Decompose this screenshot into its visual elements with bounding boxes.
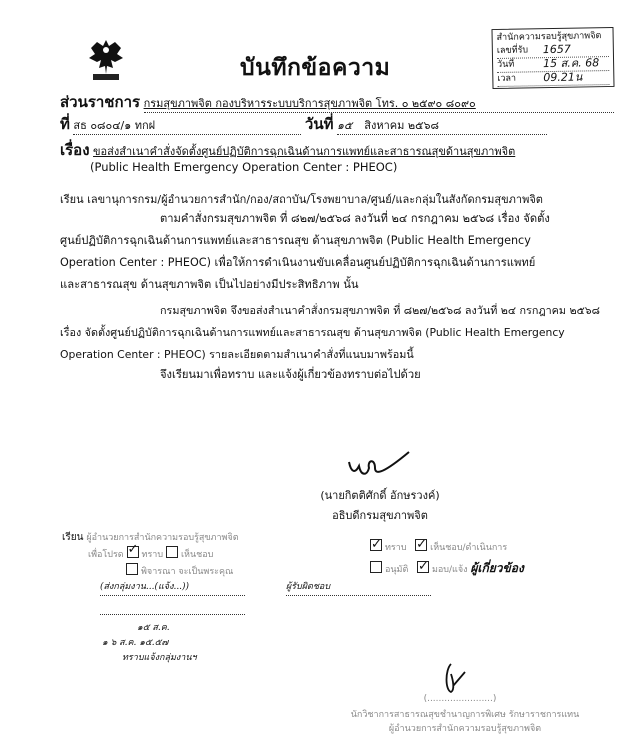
ref-line <box>60 112 547 136</box>
agency-line <box>60 90 614 114</box>
garuda-emblem-icon <box>85 36 127 82</box>
subject-value: ขอส่งสำเนาคำสั่งจัดตั้งศูนย์ปฏิบัติการฉุกเฉินด้านการแพทย์และสาธารณสุขด้านสุขภาพจิต <box>93 145 516 158</box>
stamp-no: 1657 <box>542 42 571 57</box>
left-handwriting-4: ๑ ๖ ส.ค. ๑๕.๕๗ <box>102 638 169 648</box>
to-value: เลขานุการกรม/ผู้อำนวยการสำนัก/กอง/สถาบัน/โรงพยาบาล/ศูนย์/และกลุ่มในสังกัดกรมสุขภาพจิต <box>87 193 543 206</box>
signer-name: (นายกิตติศักดิ์ อักษรวงค์) <box>320 489 440 502</box>
p2-line-3: Operation Center : PHEOC) รายละเอียดตามสำเนาคำสั่งที่แนบมาพร้อมนี้ <box>60 348 414 361</box>
subject-label: เรื่อง <box>60 141 90 159</box>
p2-line-2: เรื่อง จัดตั้งศูนย์ปฏิบัติการฉุกเฉินด้านการแพทย์และสาธารณสุข ด้านสุขภาพจิต (Public Health Emergency <box>60 326 565 339</box>
left-blank-line <box>100 614 245 615</box>
r-opt-authorize: อนุมัติ <box>385 565 409 575</box>
body-paragraph-1 <box>60 208 620 296</box>
stamp-time: 09.21น <box>543 70 583 85</box>
p1-line-2: ศูนย์ปฏิบัติการฉุกเฉินด้านการแพทย์และสาธารณสุข ด้านสุขภาพจิต (Public Health Emergency <box>60 234 531 247</box>
stamp-no-label: เลขที่รับ <box>496 45 529 56</box>
r-opt-ack: ทราบ <box>385 543 407 553</box>
stamp-time-label: เวลา <box>497 73 517 84</box>
right-routing-note <box>370 538 524 580</box>
stamp-date: 15 ส.ค. 68 <box>542 56 600 71</box>
p2-line-1: กรมสุขภาพจิต จึงขอส่งสำเนาคำสั่งกรมสุขภาพจิต ที่ ๘๒๗/๒๕๖๘ ลงวันที่ ๒๔ กรกฎาคม ๒๕๖๘ <box>160 304 600 317</box>
to-line <box>60 190 543 208</box>
subject-line2: (Public Health Emergency Operation Center : PHEOC) <box>90 160 398 174</box>
p1-line-3: Operation Center : PHEOC) เพื่อให้การดำเนินงานขับเคลื่อนศูนย์ปฏิบัติการฉุกเฉินด้านการแพทย์ <box>60 256 536 269</box>
agency-value: กรมสุขภาพจิต กองบริหารระบบบริการสุขภาพจิต โทร. ๐ ๒๕๙๐ ๘๐๙๐ <box>144 94 614 113</box>
stamp-date-label: วันที่ <box>497 59 515 70</box>
left-to-label: เรียน <box>62 532 84 543</box>
date-label: วันที่ <box>304 115 334 133</box>
ref-value: สธ ๐๘๐๔/๑ ทกฝ <box>73 116 301 135</box>
r-assignee-handwriting: ผู้เกี่ยวข้อง <box>470 561 524 575</box>
checkbox-approve[interactable] <box>166 546 178 558</box>
p1-line-4: และสาธารณสุข ด้านสุขภาพจิต เป็นไปอย่างมีประสิทธิภาพ นั้น <box>60 278 359 291</box>
r-signer-pos2: ผู้อำนวยการสำนักความรอบรู้สุขภาพจิต <box>388 724 542 734</box>
left-to: ผู้อำนวยการสำนักความรอบรู้สุขภาพจิต <box>86 533 239 543</box>
to-label: เรียน <box>60 193 84 206</box>
checkbox-consider[interactable] <box>126 563 138 575</box>
stamp-office: สำนักความรอบรู้สุขภาพจิต <box>496 31 602 43</box>
memo-title: บันทึกข้อความ <box>240 55 391 81</box>
left-purpose-label: เพื่อโปรด <box>88 550 124 560</box>
subject-line <box>60 138 515 162</box>
r-opt-assign: มอบ/แจ้ง <box>431 565 468 575</box>
p1-line-1: ตามคำสั่งกรมสุขภาพจิต ที่ ๘๒๗/๒๕๖๘ ลงวันที่ ๒๔ กรกฎาคม ๒๕๖๘ เรื่อง จัดตั้ง <box>160 212 550 225</box>
director-signature-icon <box>345 448 415 488</box>
signer-position: อธิบดีกรมสุขภาพจิต <box>332 509 428 522</box>
checkbox-ack[interactable] <box>127 546 139 558</box>
ref-label: ที่ <box>60 115 70 133</box>
opt-approve: เห็นชอบ <box>180 550 214 560</box>
opt-consider: พิจารณา จะเป็นพระคุณ <box>141 567 234 577</box>
agency-label: ส่วนราชการ <box>60 93 141 111</box>
receipt-stamp <box>491 27 614 89</box>
date-rest: สิงหาคม ๒๕๖๘ <box>364 119 439 132</box>
checkbox-r-ack[interactable] <box>370 539 382 551</box>
checkbox-r-assign[interactable] <box>417 561 429 573</box>
left-handwriting-1: (ส่งกลุ่มงาน...(แจ้ง...)) <box>100 580 245 596</box>
opt-ack: ทราบ <box>141 550 164 560</box>
checkbox-r-authorize[interactable] <box>370 561 382 573</box>
date-day: ๑๕ <box>336 119 353 132</box>
checkbox-r-approve[interactable] <box>415 539 427 551</box>
r-signer-pos1: นักวิชาการสาธารณสุขชำนาญการพิเศษ รักษาราชการแทน <box>350 710 580 720</box>
left-handwriting-5: ทราบแจ้งกลุ่มงานฯ <box>122 653 197 663</box>
body-paragraph-2 <box>60 300 620 366</box>
r-opt-approve: เห็นชอบ/ดำเนินการ <box>430 543 508 553</box>
r-signer-name: (.......................) <box>423 694 497 704</box>
left-handwriting-3: ๑๕ ส.ค. <box>137 623 170 633</box>
body-paragraph-3: จึงเรียนมาเพื่อทราบ และแจ้งผู้เกี่ยวข้องทราบต่อไปด้วย <box>160 368 421 381</box>
left-handwriting-2: ผู้รับผิดชอบ <box>286 580 431 596</box>
